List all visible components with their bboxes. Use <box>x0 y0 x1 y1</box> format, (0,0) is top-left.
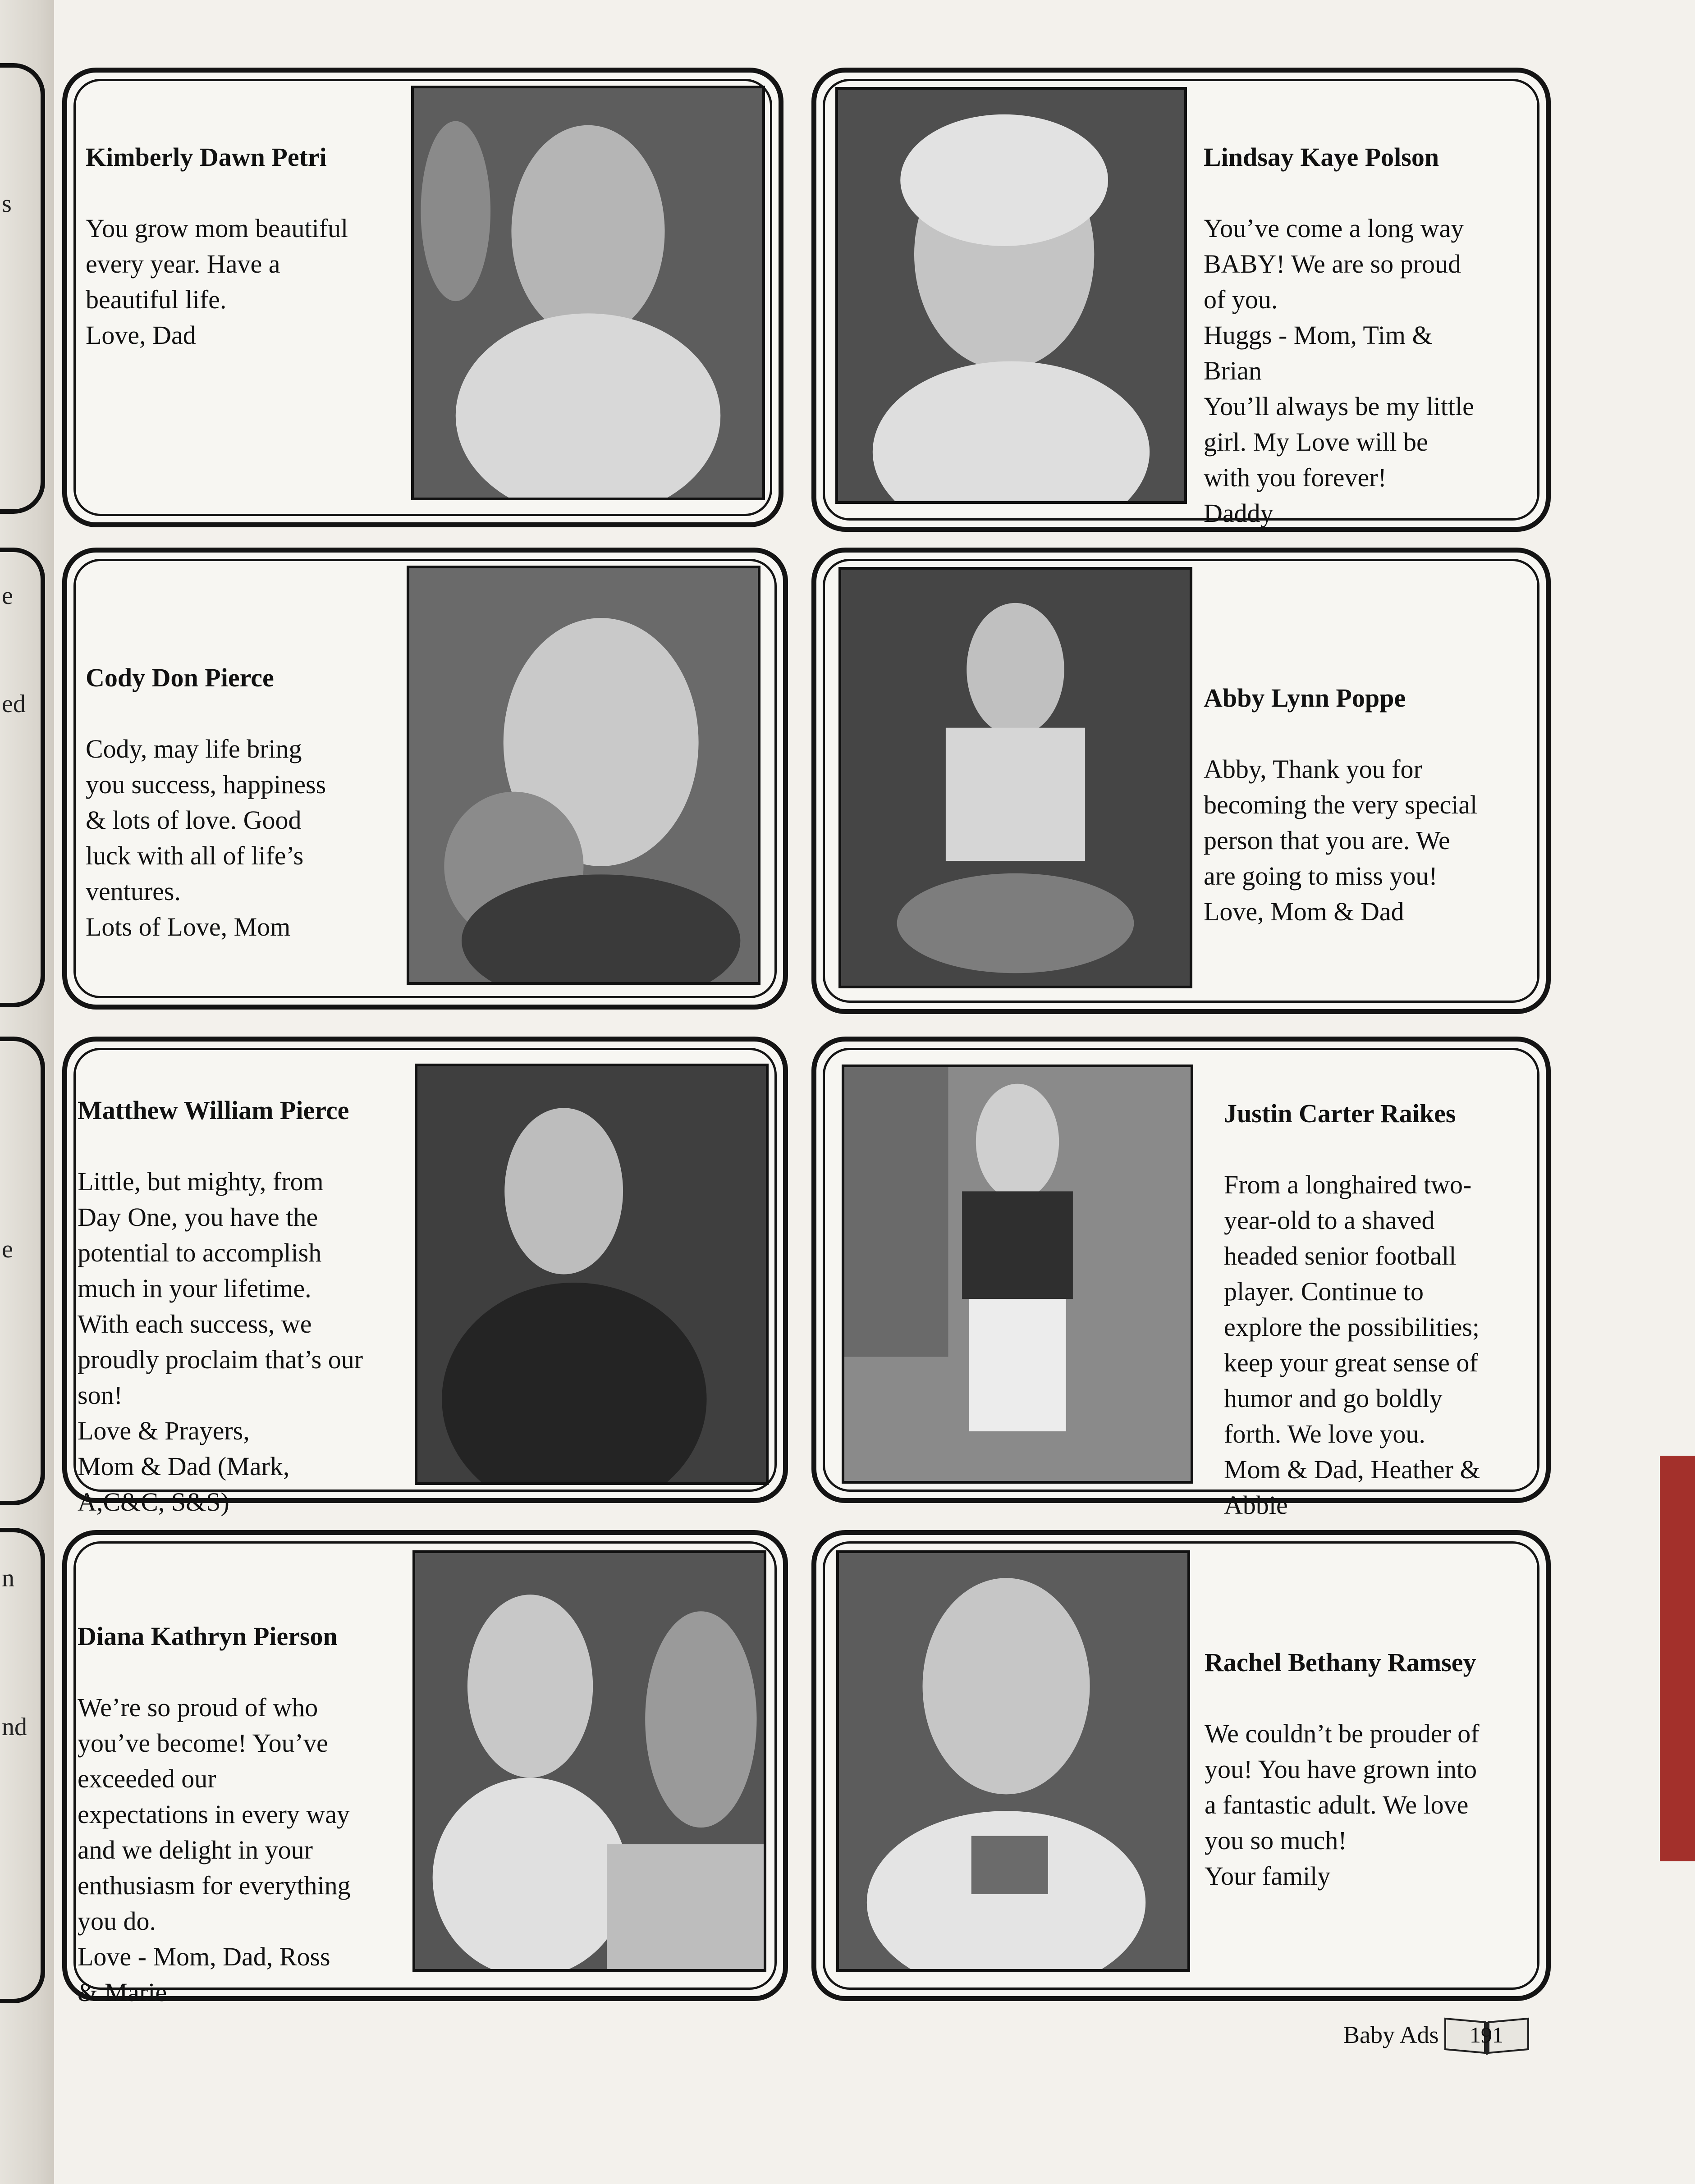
left-page-text-fragment: ed <box>2 690 26 718</box>
baby-photo <box>836 1550 1190 1972</box>
baby-photo <box>407 566 760 985</box>
baby-photo <box>415 1064 769 1485</box>
baby-message: We couldn’t be prouder of you! You have grown into a fantastic adult. We love you so much! Your family <box>1205 1719 1480 1891</box>
left-page-box-edge <box>0 1528 45 2003</box>
left-page-text-fragment: n <box>2 1564 14 1592</box>
section-label: Baby Ads <box>1343 2021 1439 2048</box>
baby-ad-text <box>1224 1060 1480 1558</box>
baby-name: Cody Don Pierce <box>86 663 274 692</box>
baby-photo <box>838 567 1192 988</box>
baby-photo <box>835 87 1187 504</box>
baby-name: Lindsay Kaye Polson <box>1204 142 1439 172</box>
left-page-box-edge <box>0 548 45 1007</box>
baby-message: You’ve come a long way BABY! We are so proud of you. Huggs - Mom, Tim & Brian You’ll always be my little girl. My Love will be with you forever! Daddy <box>1204 214 1474 528</box>
baby-message: Little, but mighty, from Day One, you have the potential to accomplish much in your lifetime. With each success, we proudly proclaim that’s our son! Love & Prayers, Mom & Dad (Mark, A,C&C, S&S) <box>78 1167 363 1517</box>
left-page-text-fragment: e <box>2 1235 13 1263</box>
left-page-text-fragment: nd <box>2 1713 27 1741</box>
left-page-box-edge <box>0 1037 45 1505</box>
baby-ad-text <box>1204 644 1477 965</box>
baby-message: You grow mom beautiful every year. Have a beautiful life. Love, Dad <box>86 214 348 350</box>
baby-message: Cody, may life bring you success, happiness & lots of love. Good luck with all of life’s ventures. Lots of Love, Mom <box>86 734 326 941</box>
baby-message: From a longhaired two- year-old to a shaved headed senior football player. Continue to explore the possibilities; keep your great sense of humor and go boldly forth. We love you. Mom & Dad, Heather & Abbie <box>1224 1170 1480 1520</box>
baby-name: Justin Carter Raikes <box>1224 1099 1456 1128</box>
baby-name: Matthew William Pierce <box>78 1096 349 1125</box>
baby-message: Abby, Thank you for becoming the very special person that you are. We are going to miss you! Love, Mom & Dad <box>1204 754 1478 926</box>
baby-name: Rachel Bethany Ramsey <box>1205 1648 1476 1677</box>
baby-name: Kimberly Dawn Petri <box>86 142 327 172</box>
left-page-box-edge <box>0 63 45 514</box>
baby-ad-text <box>1204 104 1474 567</box>
baby-name: Abby Lynn Poppe <box>1204 683 1406 713</box>
baby-message: We’re so proud of who you’ve become! You’ve exceeded our expectations in every way and we delight in your enthusiasm for everything you do. Love - Mom, Dad, Ross & Marie <box>78 1693 351 2007</box>
section-tab <box>1660 1456 1695 1861</box>
left-page-text-fragment: e <box>2 582 13 610</box>
baby-photo <box>411 86 765 500</box>
baby-name: Diana Kathryn Pierson <box>78 1622 338 1651</box>
page-footer <box>1343 2015 1532 2055</box>
baby-photo <box>412 1550 766 1972</box>
baby-ad-text <box>86 104 348 388</box>
baby-ad-text <box>78 1583 351 2046</box>
baby-photo <box>842 1065 1193 1484</box>
baby-ad-text <box>1205 1609 1480 1929</box>
open-book-icon <box>1442 2013 1532 2056</box>
baby-ad-text <box>86 624 326 980</box>
page-number: 191 <box>1470 2022 1504 2047</box>
baby-ad-text <box>78 1057 363 1555</box>
left-page-text-fragment: s <box>2 190 12 218</box>
